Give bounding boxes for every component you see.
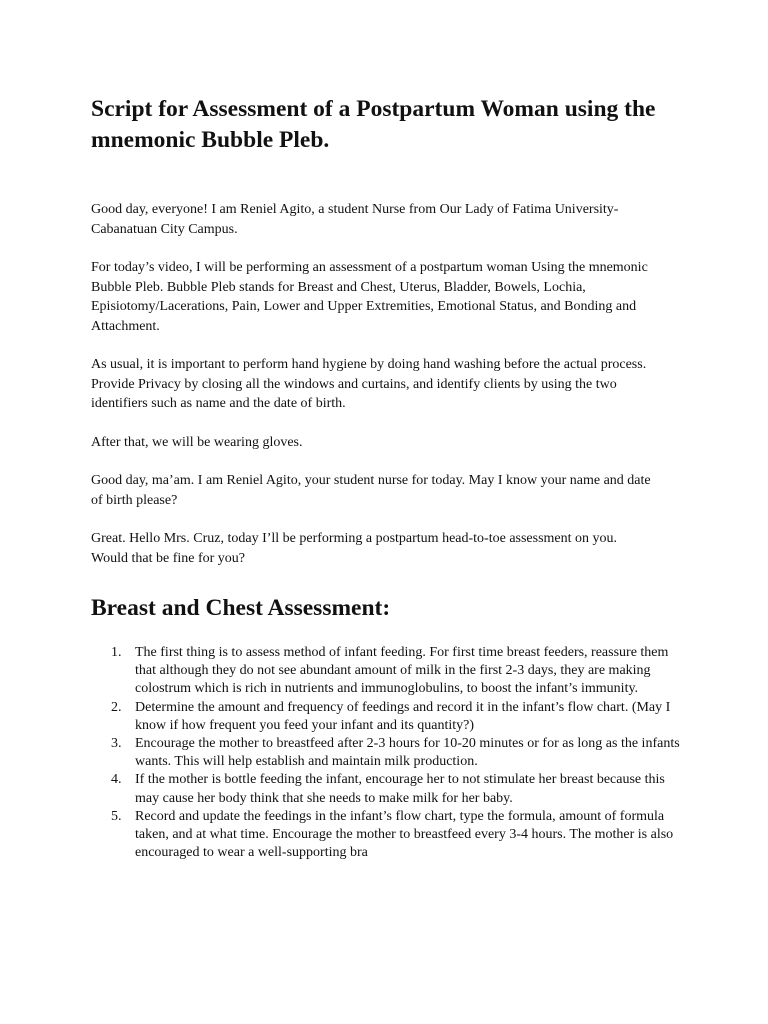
document-page xyxy=(91,94,691,862)
overview-paragraph: For today’s video, I will be performing an assessment of a postpartum woman Using the mnemonic Bubble Pleb. Bubble Pleb stands for Breast and Chest, Uterus, Bladder, Bowels, Lochia, Episiotomy/Lacerations, Pain, Lower and Upper Extremities, Emotional Status, and Bonding and Attachment. xyxy=(91,260,648,334)
list-item xyxy=(91,644,690,699)
hygiene-paragraph: As usual, it is important to perform hand hygiene by doing hand washing before the actual process. Provide Privacy by closing all the windows and curtains, and identify clients by using the two identifiers such as name and the date of birth. xyxy=(91,357,647,411)
section-heading: Breast and Chest Assessment: xyxy=(91,595,391,621)
assessment-steps-list xyxy=(91,644,691,862)
list-item-text: Encourage the mother to breastfeed after 2-3 hours for 10-20 minutes or for as long as the infants wants. This will help establish and maintain milk production. xyxy=(135,736,680,770)
list-item xyxy=(91,735,690,771)
list-item-text: Record and update the feedings in the infant’s flow chart, type the formula, amount of formula taken, and at what time. Encourage the mother to breastfeed every 3-4 hours. The mother is also encouraged to wear a well-supporting bra xyxy=(135,808,674,861)
consent-paragraph: Great. Hello Mrs. Cruz, today I’ll be performing a postpartum head-to-toe assessment on you. Would that be fine for you? xyxy=(91,531,618,566)
intro-paragraph: Good day, everyone! I am Reniel Agito, a student Nurse from Our Lady of Fatima University- Cabanatuan City Campus. xyxy=(91,202,619,237)
gloves-paragraph: After that, we will be wearing gloves. xyxy=(91,434,303,450)
list-item-number: 4. xyxy=(111,772,122,788)
list-item-text: Determine the amount and frequency of feedings and record it in the infant’s flow chart. (May I know if how frequent you feed your infant and its quantity?) xyxy=(135,699,671,733)
list-item-text: The first thing is to assess method of infant feeding. For first time breast feeders, reassure them that although they do not see abundant amount of milk in the first 2-3 days, they are making colostrum which is rich in nutrients and immunoglobulins, to boost the infant’s immunity. xyxy=(135,645,669,697)
list-item xyxy=(91,771,690,807)
list-item xyxy=(91,808,690,863)
list-item-number: 2. xyxy=(111,699,122,715)
document-title: Script for Assessment of a Postpartum Woman using the mnemonic Bubble Pleb. xyxy=(91,96,656,153)
list-item-text: If the mother is bottle feeding the infant, encourage her to not stimulate her breast because this may cause her body think that she needs to make milk for her baby. xyxy=(135,772,665,806)
list-item-number: 5. xyxy=(111,808,122,824)
list-item xyxy=(91,699,690,735)
list-item-number: 3. xyxy=(111,736,122,752)
list-item-number: 1. xyxy=(111,645,122,660)
greeting-paragraph: Good day, ma’am. I am Reniel Agito, your student nurse for today. May I know your name and date of birth please? xyxy=(91,473,651,508)
